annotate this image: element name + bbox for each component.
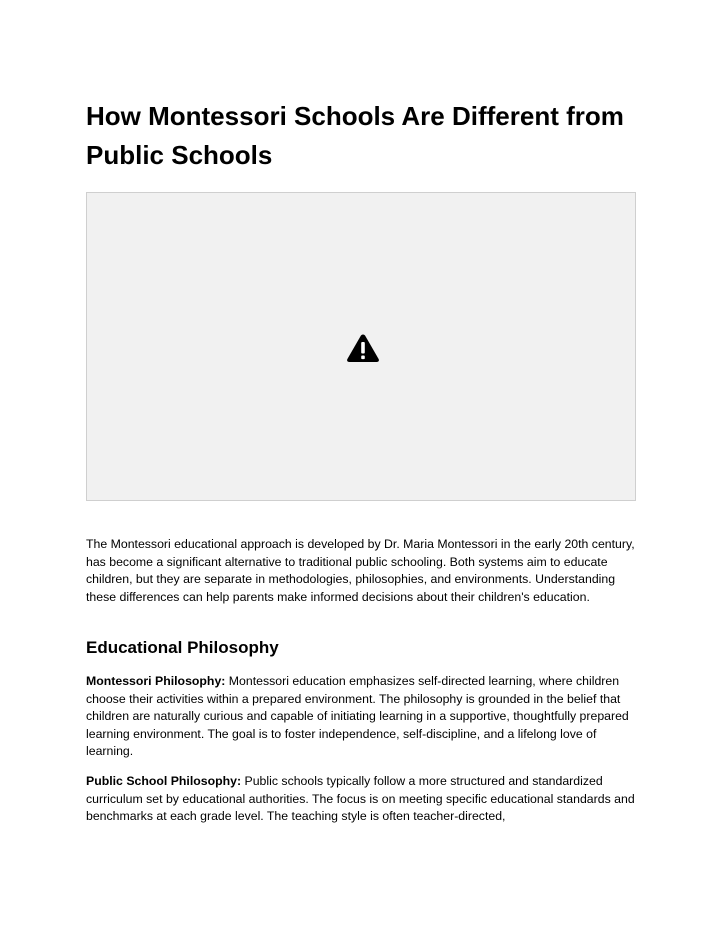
paragraph-text: Montessori education emphasizes self-directed learning, where children choose their activities within a prepared environment. The philosophy is grounded in the belief that children are naturally curious and capable of initiating learning in a supportive, thoughtfully prepared learning environment. The goal is to foster independence, self-discipline, and a lifelong love of learning. xyxy=(86,674,629,759)
paragraph-lead: Montessori Philosophy: xyxy=(86,674,226,688)
montessori-philosophy-paragraph xyxy=(86,673,642,761)
warning-icon xyxy=(346,333,380,363)
section-heading-educational-philosophy: Educational Philosophy xyxy=(86,638,279,657)
intro-paragraph: The Montessori educational approach is developed by Dr. Maria Montessori in the early 20th century, has become a significant alternative to traditional public schooling. Both systems aim to educate children, but they are separate in methodologies, philosophies, and environments. Understanding these differences can help parents make informed decisions about their children's education. xyxy=(86,537,635,604)
paragraph-text: Public schools typically follow a more structured and standardized curriculum set by educational authorities. The focus is on meeting specific educational standards and benchmarks at each grade level. The teaching style is often teacher-directed, xyxy=(86,774,635,824)
paragraph-lead: Public School Philosophy: xyxy=(86,774,242,788)
public-school-philosophy-paragraph xyxy=(86,773,642,826)
broken-image-placeholder xyxy=(86,192,636,501)
page-title: How Montessori Schools Are Different from Public Schools xyxy=(86,101,624,170)
